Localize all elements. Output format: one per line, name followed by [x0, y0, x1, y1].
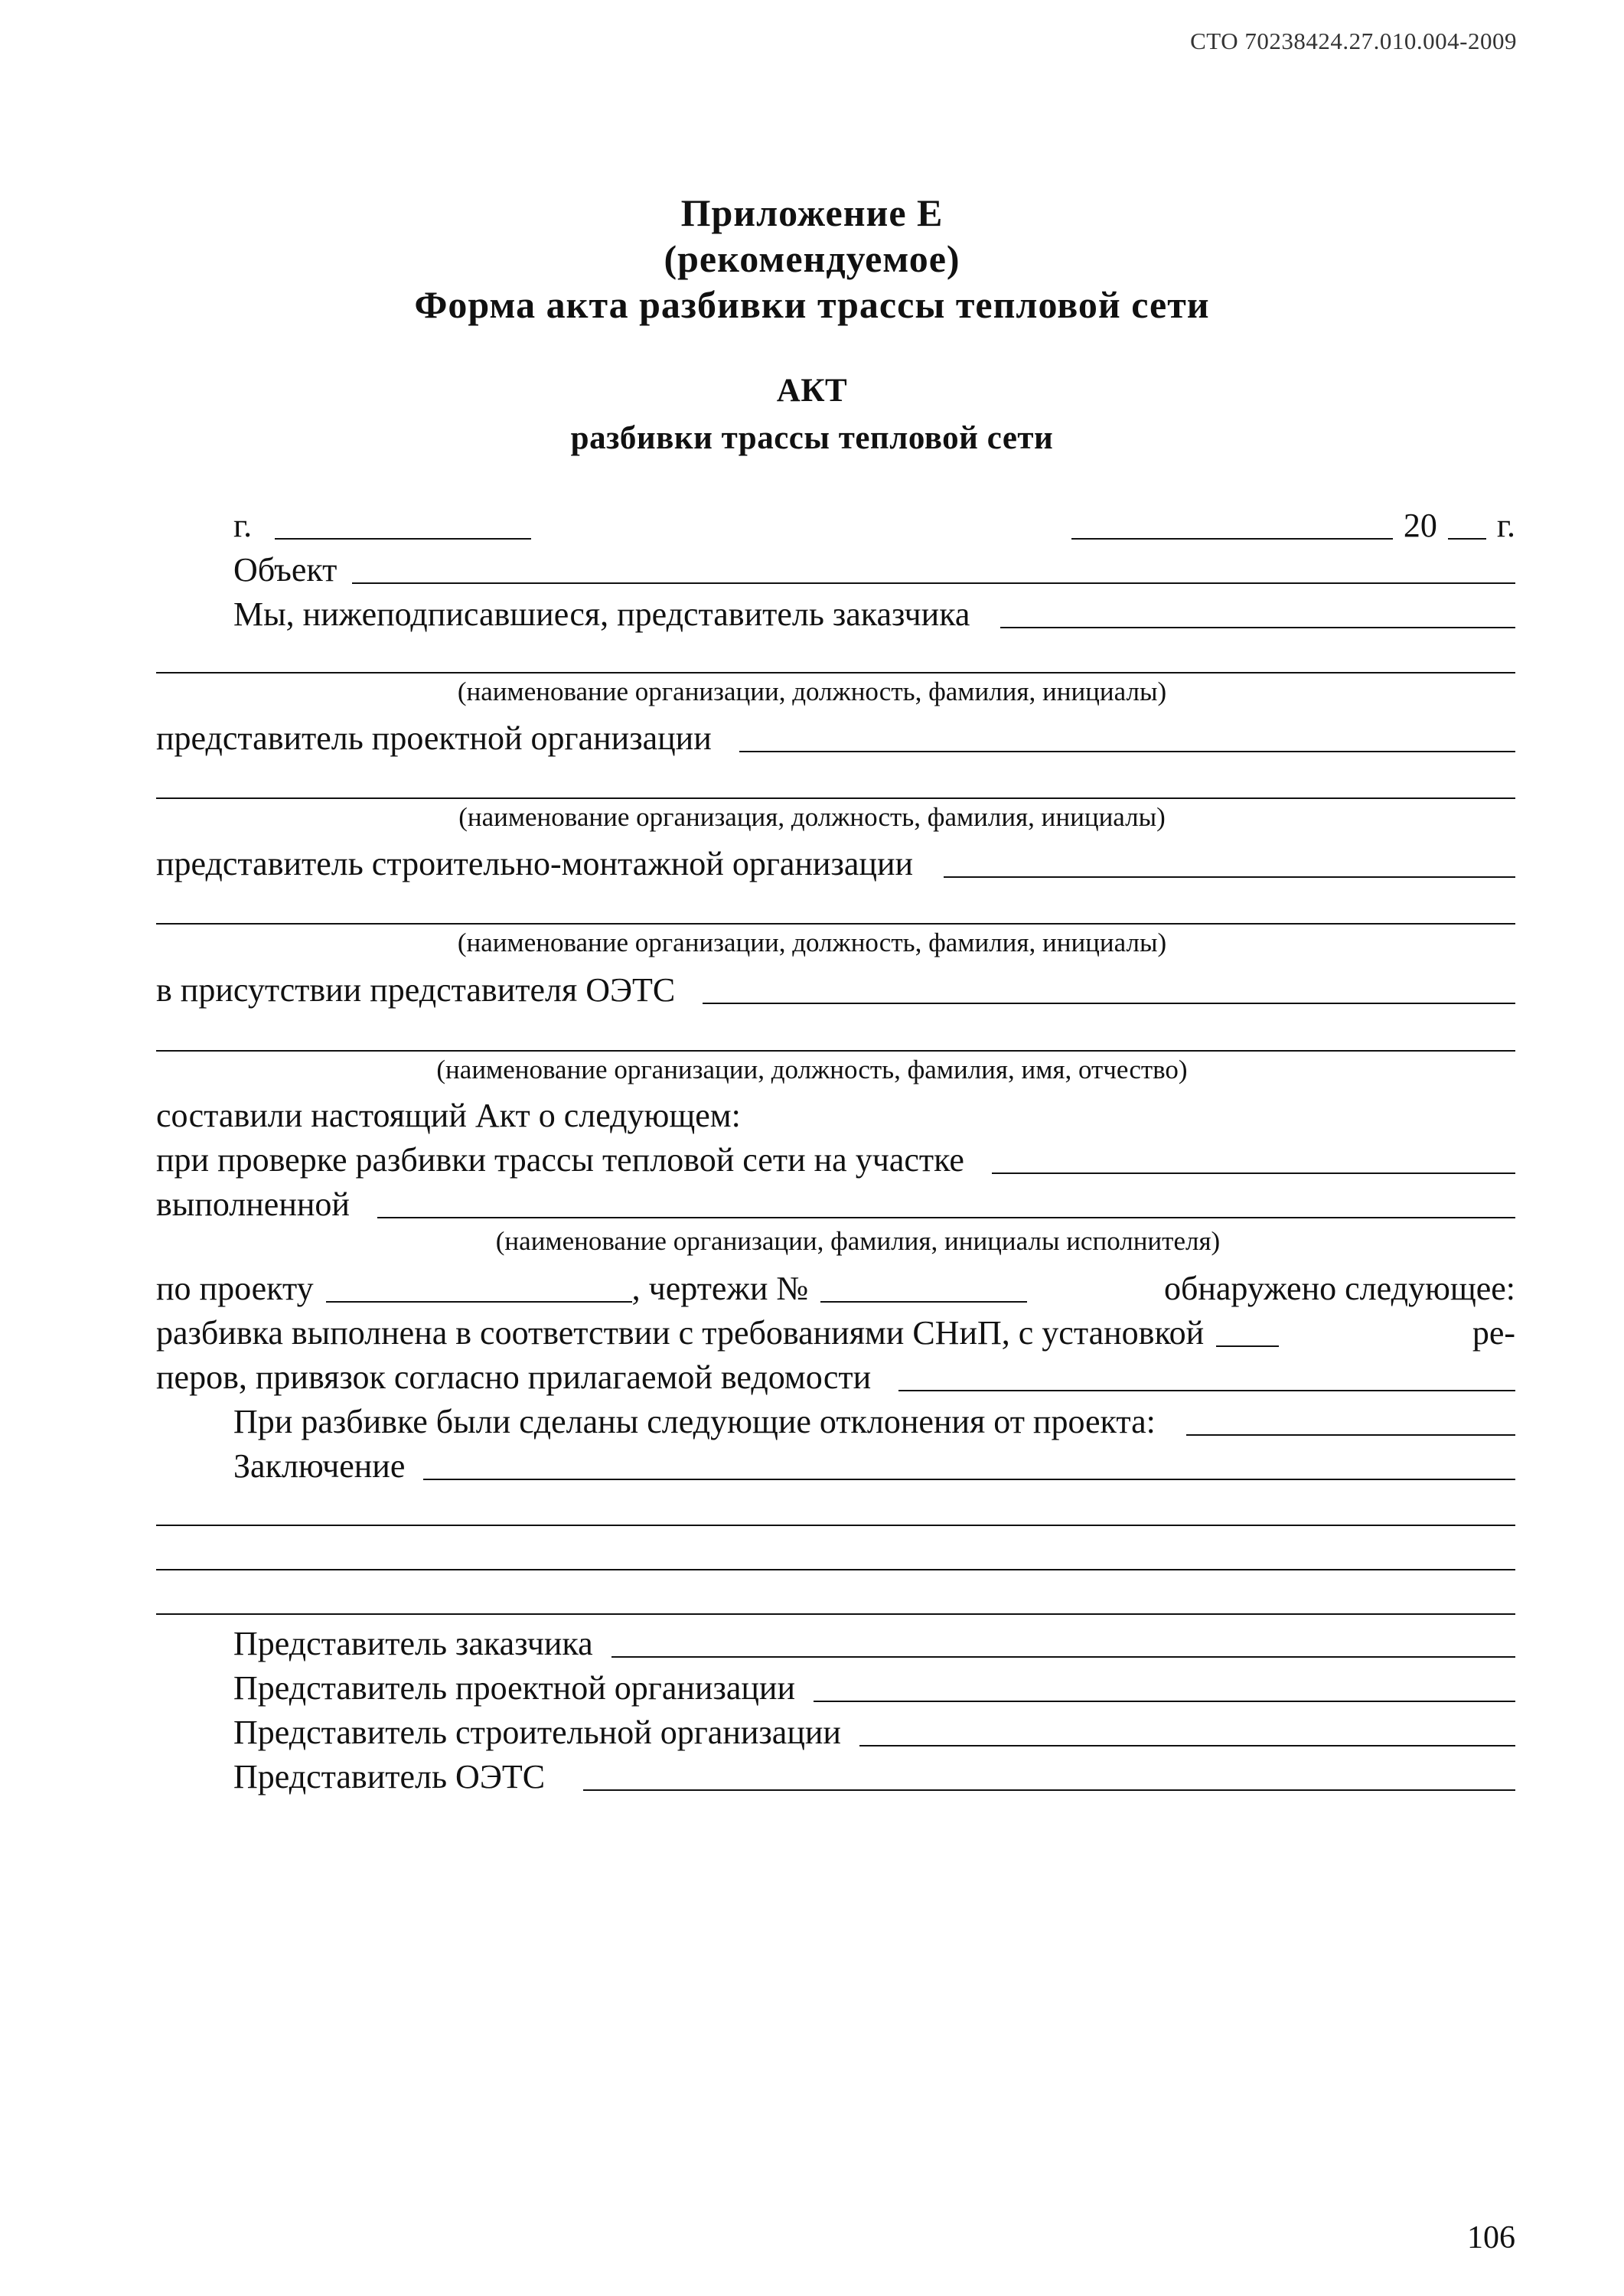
drawings-label: , чертежи №	[631, 1270, 809, 1307]
signature-oets-field[interactable]	[583, 1789, 1515, 1791]
object-row	[233, 546, 1515, 590]
design-org-row	[156, 714, 1515, 758]
check-row	[156, 1136, 1515, 1180]
caption-design: (наименование организация, должность, фамилия, инициалы)	[458, 802, 1166, 832]
conformity-part1: разбивка выполнена в соответствии с требованиями СНиП, с установкой	[156, 1314, 1205, 1352]
construction-org-label: представитель строительно-монтажной организации	[156, 845, 914, 882]
act-title	[0, 367, 1624, 462]
deviations-row	[233, 1397, 1515, 1442]
undersigned-label: Мы, нижеподписавшиеся, представитель заказчика	[233, 595, 970, 633]
conformity-part2: ре-	[1472, 1314, 1515, 1352]
construction-org-row	[156, 840, 1515, 884]
drawings-field[interactable]	[820, 1301, 1027, 1303]
customer-rep-field[interactable]	[1000, 627, 1515, 628]
construction-org-field[interactable]	[944, 876, 1515, 878]
oets-presence-label: в присутствии представителя ОЭТС	[156, 971, 676, 1009]
appendix-title-line1: Приложение Е	[680, 191, 944, 234]
appendix-title-line2: (рекомендуемое)	[664, 237, 960, 280]
project-row	[156, 1264, 1515, 1309]
oets-presence-field[interactable]	[703, 1003, 1515, 1004]
signature-oets-label: Представитель ОЭТС	[233, 1758, 546, 1795]
customer-rep-field-continuation[interactable]	[156, 672, 1515, 673]
signature-design-field[interactable]	[814, 1701, 1515, 1702]
signature-customer-row	[233, 1619, 1515, 1664]
city-field[interactable]	[275, 538, 531, 540]
signature-customer-label: Представитель заказчика	[233, 1625, 593, 1662]
project-field[interactable]	[326, 1301, 632, 1303]
appendix-title	[0, 190, 1624, 328]
signature-design-label: Представитель проектной организации	[233, 1669, 795, 1707]
city-date-row	[233, 501, 1515, 546]
compiled-label: составили настоящий Акт о следующем:	[156, 1097, 741, 1134]
conclusion-field[interactable]	[423, 1479, 1515, 1480]
conformity-part3: перов, привязок согласно прилагаемой ведомости	[156, 1358, 872, 1396]
executed-label: выполненной	[156, 1186, 350, 1223]
year-suffix: г.	[1496, 507, 1515, 544]
deviations-label: При разбивке были сделаны следующие отклонения от проекта:	[233, 1403, 1156, 1440]
signature-design-row	[233, 1664, 1515, 1708]
year-label: 20	[1403, 507, 1437, 544]
design-org-field-continuation[interactable]	[156, 797, 1515, 799]
conclusion-line-4[interactable]	[156, 1613, 1515, 1615]
signature-customer-field[interactable]	[611, 1656, 1515, 1658]
signature-construction-row	[233, 1708, 1515, 1753]
object-field[interactable]	[352, 582, 1515, 584]
executed-row	[156, 1180, 1515, 1225]
object-label: Объект	[233, 551, 338, 589]
deviations-field[interactable]	[1186, 1434, 1515, 1436]
page-number: 106	[1467, 2220, 1515, 2255]
caption-construction: (наименование организации, должность, фамилия, инициалы)	[457, 928, 1167, 957]
benchmarks-count-field[interactable]	[1216, 1345, 1279, 1347]
oets-presence-field-continuation[interactable]	[156, 1050, 1515, 1052]
act-subheading: разбивки трассы тепловой сети	[570, 420, 1054, 456]
document-code: СТО 70238424.27.010.004-2009	[1190, 28, 1517, 54]
construction-org-field-continuation[interactable]	[156, 923, 1515, 925]
signature-construction-field[interactable]	[859, 1745, 1515, 1746]
date-field[interactable]	[1071, 538, 1393, 540]
conformity-row	[156, 1309, 1515, 1353]
conclusion-label: Заключение	[233, 1447, 406, 1485]
caption-oets: (наименование организации, должность, фамилия, имя, отчество)	[436, 1055, 1188, 1084]
oets-presence-row	[156, 966, 1515, 1010]
conclusion-line-3[interactable]	[156, 1569, 1515, 1570]
design-org-field[interactable]	[739, 751, 1515, 752]
conclusion-line-2[interactable]	[156, 1525, 1515, 1526]
compiled-row	[156, 1091, 1515, 1136]
design-org-label: представитель проектной организации	[156, 719, 712, 757]
project-label: по проекту	[156, 1270, 314, 1307]
check-label: при проверке разбивки трассы тепловой сети на участке	[156, 1141, 964, 1179]
year-field[interactable]	[1448, 538, 1486, 540]
customer-rep-row	[233, 590, 1515, 634]
executor-field[interactable]	[377, 1217, 1515, 1218]
statement-field[interactable]	[898, 1390, 1515, 1391]
section-field[interactable]	[992, 1172, 1515, 1174]
signature-construction-label: Представитель строительной организации	[233, 1714, 841, 1751]
signature-oets-row	[233, 1753, 1515, 1797]
appendix-title-line3: Форма акта разбивки трассы тепловой сети	[414, 283, 1210, 326]
found-label: обнаружено следующее:	[1163, 1270, 1515, 1307]
city-label: г.	[233, 507, 253, 544]
caption-executor: (наименование организации, фамилия, инициалы исполнителя)	[495, 1226, 1221, 1256]
act-heading: АКТ	[776, 373, 848, 409]
conclusion-row	[233, 1442, 1515, 1486]
caption-customer: (наименование организации, должность, фамилия, инициалы)	[457, 677, 1167, 706]
conformity-continuation-row	[156, 1353, 1515, 1397]
